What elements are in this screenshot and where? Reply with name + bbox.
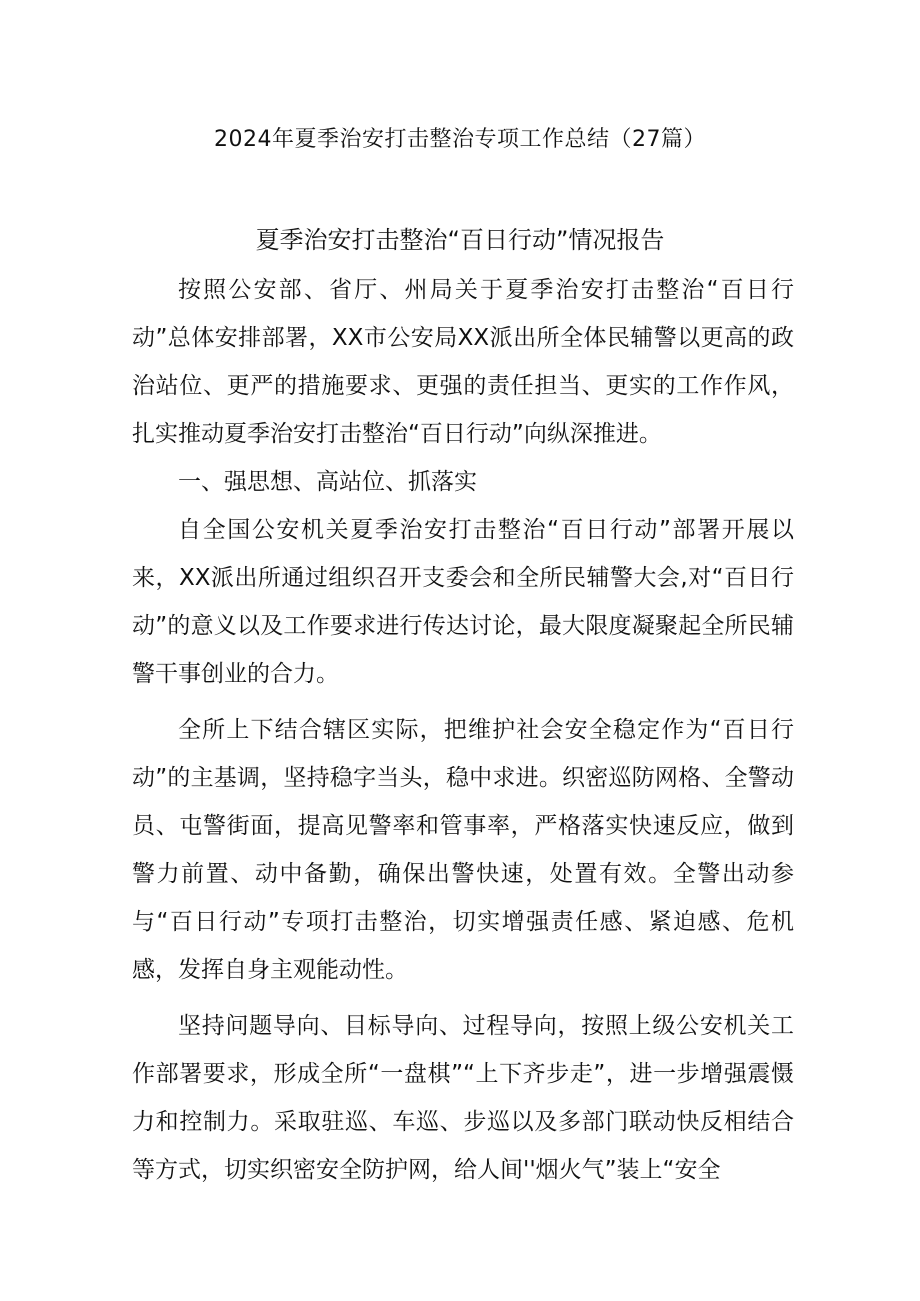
- document-title: 2024年夏季治安打击整治专项工作总结（27篇）: [214, 127, 706, 152]
- paragraph-intro: 按照公安部、省厅、州局关于夏季治安打击整治“百日行动”总体安排部署，XX市公安局XX派出所全体民辅警以更高的政治站位、更严的措施要求、更强的责任担当、更实的工作作风，扎实推动夏季治安打击整治“百日行动”向纵深推进。: [132, 277, 794, 447]
- paragraph-deployment: 自全国公安机关夏季治安打击整治“百日行动”部署开展以来，XX派出所通过组织召开支委会和全所民辅警大会,对“百日行动”的意义以及工作要求进行传达讨论，最大限度凝聚起全所民辅警干事创业的合力。: [132, 517, 794, 687]
- document-body: [132, 266, 794, 1194]
- heading-part-one: 一、强思想、高站位、抓落实: [178, 469, 477, 495]
- paragraph-problem-orientation: 坚持问题导向、目标导向、过程导向，按照上级公安机关工作部署要求，形成全所“一盘棋”“上下齐步走”，进一步增强震慑力和控制力。采取驻巡、车巡、步巡以及多部门联动快反相结合等方式，切实织密安全防护网，给人间''烟火气”装上“安全: [132, 1013, 794, 1183]
- paragraph-mobilization: 全所上下结合辖区实际，把维护社会安全稳定作为“百日行动”的主基调，坚持稳字当头，稳中求进。织密巡防网格、全警动员、屯警街面，提高见警率和管事率，严格落实快速反应，做到警力前置、动中备勤，确保出警快速，处置有效。全警出动参与“百日行动”专项打击整治，切实增强责任感、紧迫感、危机感，发挥自身主观能动性。: [132, 717, 794, 983]
- section-title: 夏季治安打击整治“百日行动”情况报告: [255, 226, 665, 254]
